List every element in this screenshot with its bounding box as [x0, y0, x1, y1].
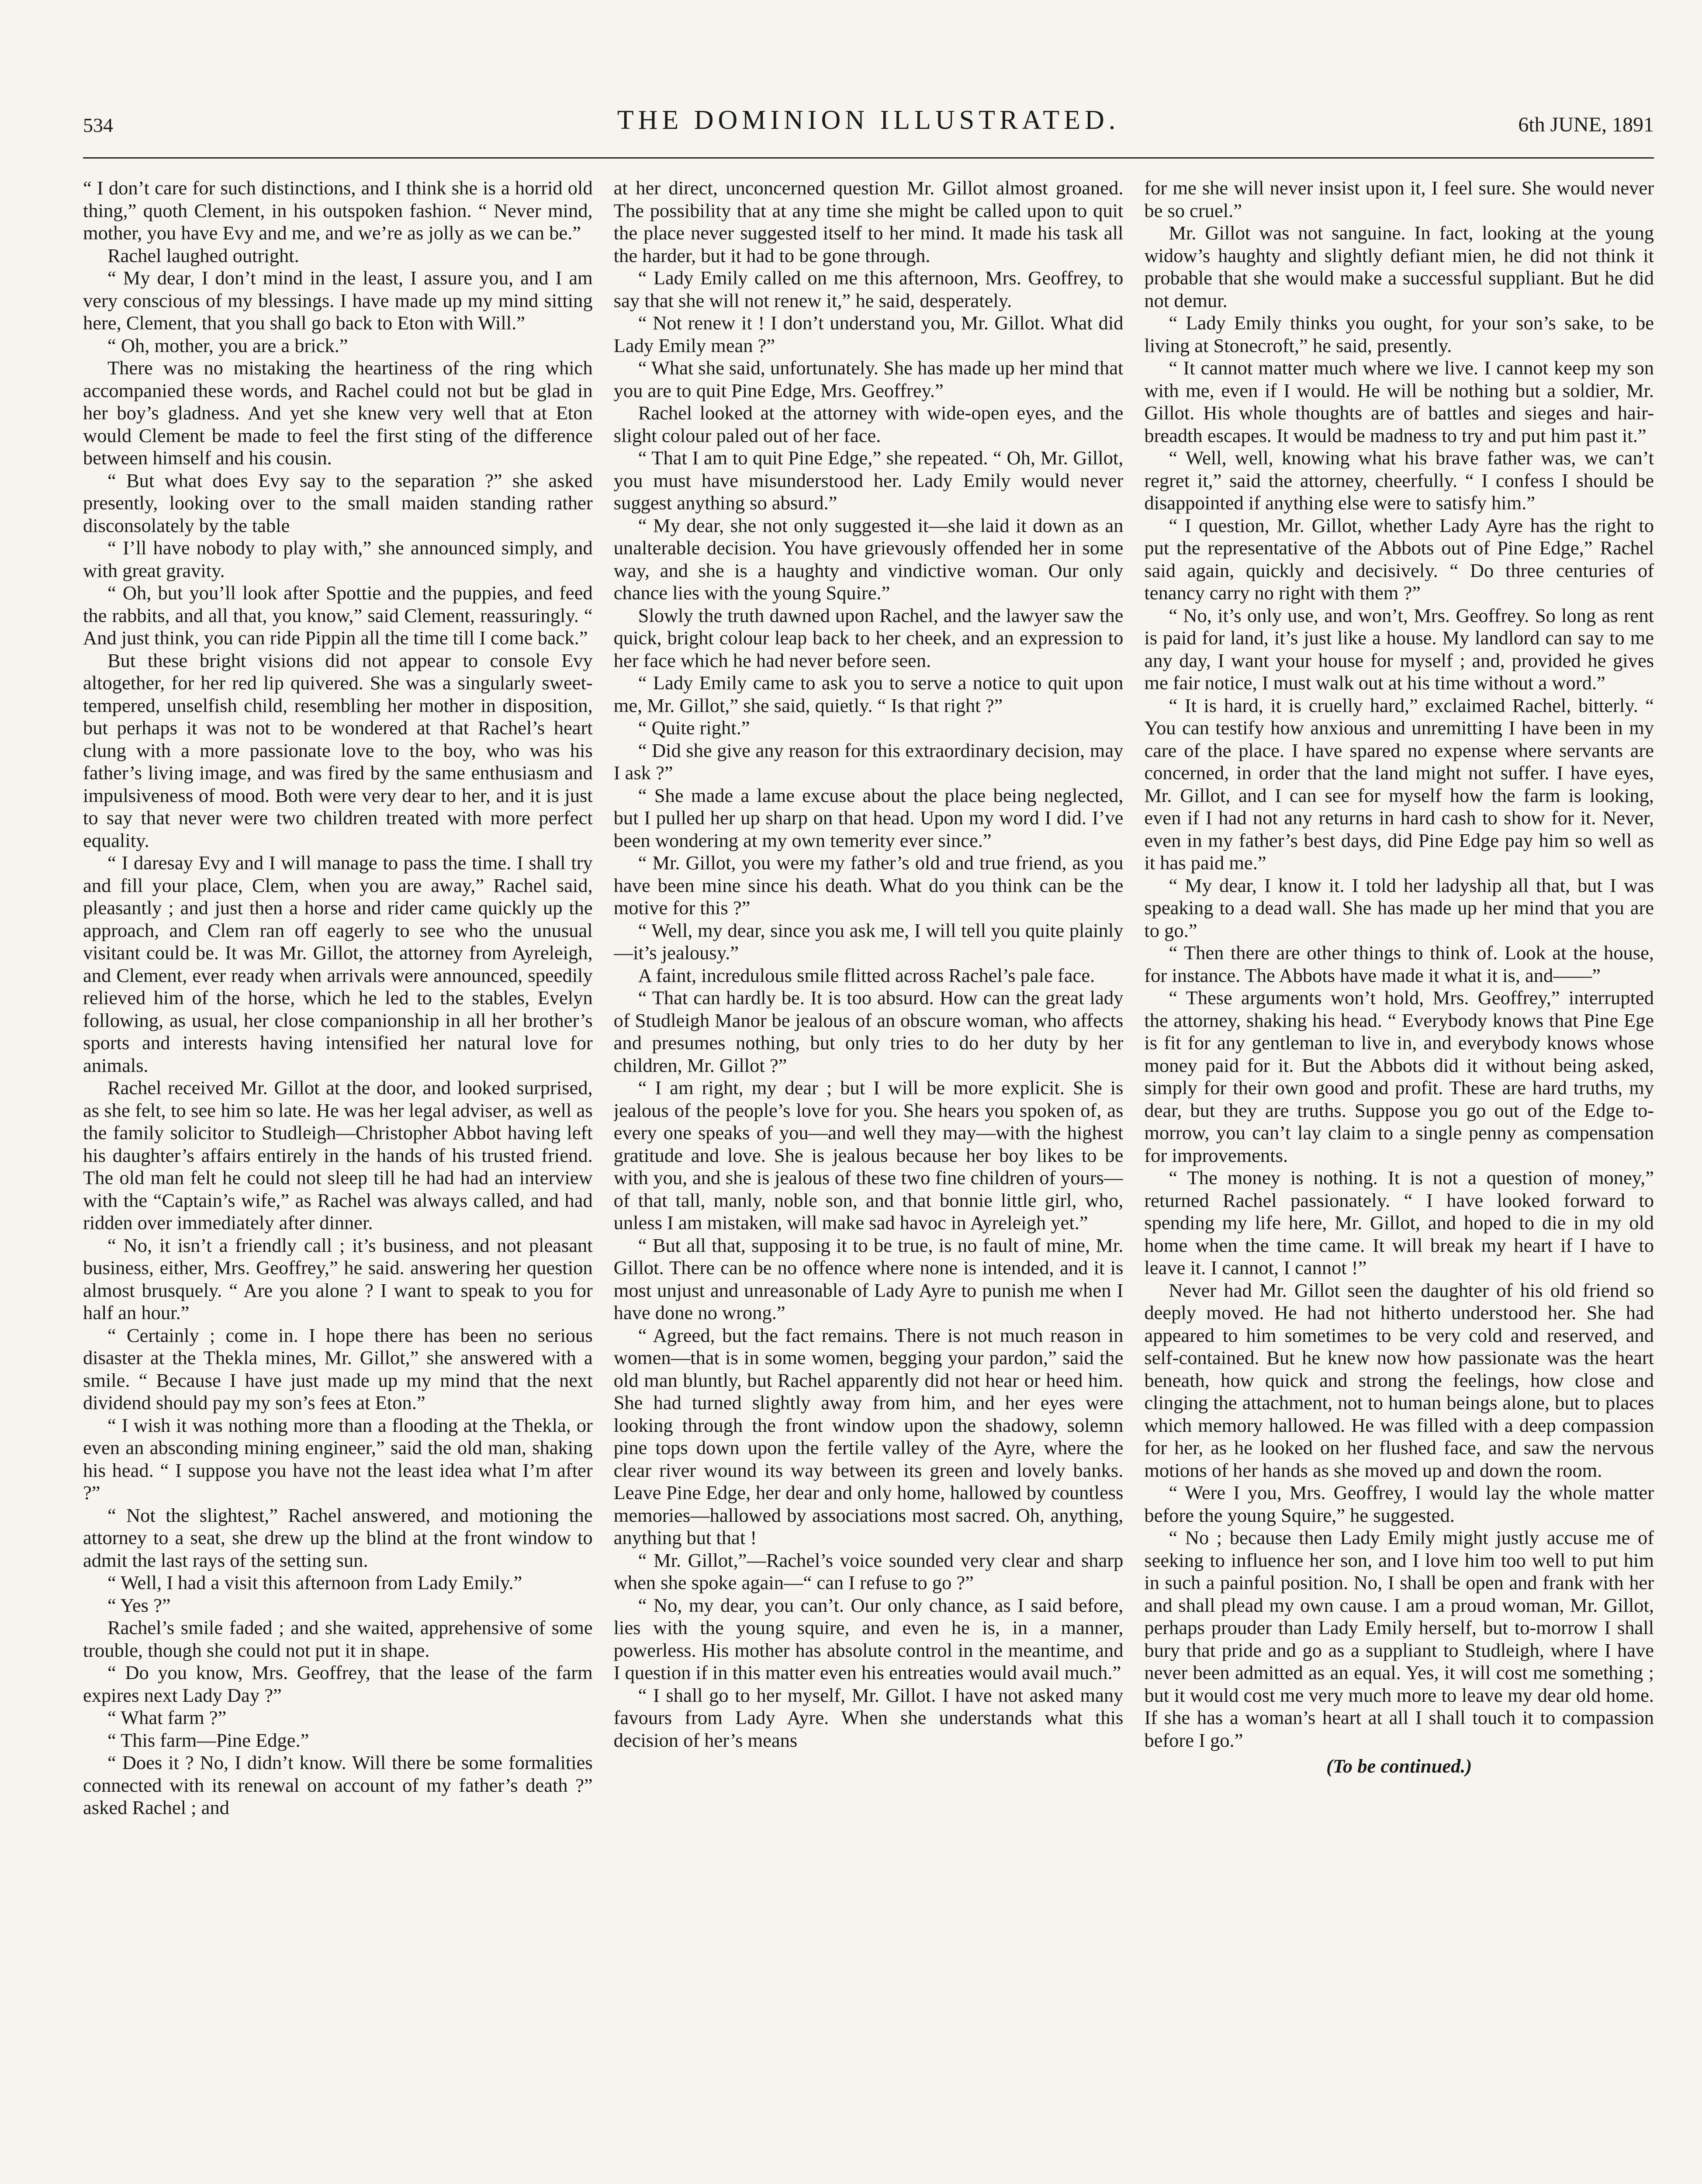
- masthead-title: THE DOMINION ILLUSTRATED.: [617, 105, 1120, 135]
- paragraph: “ Oh, mother, you are a brick.”: [107, 334, 348, 356]
- to-be-continued: (To be continued.): [1326, 1755, 1472, 1777]
- column-2: [614, 177, 1124, 2184]
- paragraph: “ Well, my dear, since you ask me, I will tell you quite plainly—it’s jealousy.”: [613, 919, 1124, 964]
- paragraph: Rachel’s smile faded ; and she waited, apprehensive of some trouble, though she could not put it in shape.: [83, 1617, 593, 1661]
- paragraph: “ Did she give any reason for this extraordinary decision, may I ask ?”: [613, 739, 1124, 784]
- paragraph: “ I’ll have nobody to play with,” she announced simply, and with great gravity.: [83, 537, 593, 581]
- paragraph: “ Not the slightest,” Rachel answered, and motioning the attorney to a seat, she drew up the blind at the front window to admit the last rays of the setting sun.: [83, 1504, 593, 1571]
- paragraph: “ Mr. Gillot,”—Rachel’s voice sounded very clear and sharp when she spoke again—“ can I refuse to go ?”: [613, 1549, 1124, 1593]
- paragraph: Slowly the truth dawned upon Rachel, and the lawyer saw the quick, bright colour leap back to her cheek, and an expression to her face which he had never before seen.: [613, 604, 1124, 671]
- paragraph: Mr. Gillot was not sanguine. In fact, looking at the young widow’s haughty and slightly defiant mien, he did not think it probable that she would make a successful suppliant. But he did not demur.: [1144, 222, 1654, 311]
- issue-date: 6th JUNE, 1891: [1518, 113, 1654, 136]
- paragraph: “ Lady Emily came to ask you to serve a notice to quit upon me, Mr. Gillot,” she said, quietly. “ Is that right ?”: [613, 672, 1124, 716]
- paragraph: A faint, incredulous smile flitted across Rachel’s pale face.: [638, 964, 1095, 986]
- paragraph: But these bright visions did not appear to console Evy altogether, for her red lip quivered. She was a singularly sweet-tempered, unselfish child, resembling her mother in disposition, but perhaps it was not to be wondered at that Rachel’s heart clung with a more passionate love to the boy, who was his father’s living image, and was fired by the same enthusiasm and impulsiveness of mood. Both were very dear to her, and it is just to say that never were two children treated with more perfect equality.: [83, 649, 593, 851]
- paragraph: “ Well, I had a visit this afternoon from Lady Emily.”: [107, 1572, 522, 1593]
- paragraph: “ I shall go to her myself, Mr. Gillot. I have not asked many favours from Lady Ayre. When she understands what this decision of her’s means: [613, 1684, 1124, 1751]
- paragraph: “ My dear, I know it. I told her ladyship all that, but I was speaking to a dead wall. She has made up her mind that you are to go.”: [1144, 874, 1654, 941]
- paragraph: “ It cannot matter much where we live. I cannot keep my son with me, even if I would. He will be nothing but a soldier, Mr. Gillot. His whole thoughts are of battles and sieges and hair-breadth escapes. It would be madness to try and put him past it.”: [1144, 357, 1654, 446]
- paragraph: “ I daresay Evy and I will manage to pass the time. I shall try and fill your place, Clem, when you are away,” Rachel said, pleasantly ; and just then a horse and rider came quickly up the approach, and Clem ran off eagerly to see who the unusual visitant could be. It was Mr. Gillot, the attorney from Ayreleigh, and Clement, ever ready when arrivals were announced, speedily relieved him of the horse, which he led to the stables, Evelyn following, as usual, her close companionship in all her brother’s sports and interests having intensified her natural love for animals.: [83, 852, 593, 1076]
- paragraph: “ I question, Mr. Gillot, whether Lady Ayre has the right to put the representative of the Abbots out of Pine Edge,” Rachel said again, quickly and decisively. “ Do three centuries of tenancy carry no right with them ?”: [1144, 514, 1654, 604]
- paragraph: “ Lady Emily thinks you ought, for your son’s sake, to be living at Stonecroft,” he said, presently.: [1144, 312, 1654, 356]
- paragraph: for me she will never insist upon it, I feel sure. She would never be so cruel.”: [1144, 177, 1654, 221]
- paragraph: “ It is hard, it is cruelly hard,” exclaimed Rachel, bitterly. “ You can testify how anxious and unremitting I have been in my care of the place. I have spared no expense where servants are concerned, in order that the land might not suffer. I have eyes, Mr. Gillot, and I can see for myself how the farm is looking, even if I had not any returns in hard cash to show for it. Never, even in my father’s best days, did Pine Edge pay him so well as it has paid me.”: [1144, 694, 1654, 874]
- paragraph: “ Were I you, Mrs. Geoffrey, I would lay the whole matter before the young Squire,” he suggested.: [1144, 1482, 1654, 1526]
- paragraph: “ Well, well, knowing what his brave father was, we can’t regret it,” said the attorney, cheerfully. “ I confess I should be disappointed if anything else were to satisfy him.”: [1144, 447, 1654, 514]
- paragraph: “ No, my dear, you can’t. Our only chance, as I said before, lies with the young squire, and even he is, in a manner, powerless. His mother has absolute control in the meantime, and I question if in this matter even his entreaties would avail much.”: [613, 1594, 1124, 1683]
- paragraph: at her direct, unconcerned question Mr. Gillot almost groaned. The possibility that at any time she might be called upon to quit the place never suggested itself to her mind. It made his task all the harder, but it had to be gone through.: [613, 177, 1124, 266]
- paragraph: “ Then there are other things to think of. Look at the house, for instance. The Abbots have made it what it is, and——”: [1144, 942, 1654, 986]
- paragraph: “ Lady Emily called on me this afternoon, Mrs. Geoffrey, to say that she will not renew it,” he said, desperately.: [613, 267, 1124, 311]
- paragraph: “ I wish it was nothing more than a flooding at the Thekla, or even an absconding mining engineer,” said the old man, shaking his head. “ I suppose you have not the least idea what I’m after ?”: [83, 1414, 593, 1503]
- paragraph: “ I don’t care for such distinctions, and I think she is a horrid old thing,” quoth Clement, in his outspoken fashion. “ Never mind, mother, you have Evy and me, and we’re as jolly as we can be.”: [83, 177, 593, 244]
- paragraph: “ But all that, supposing it to be true, is no fault of mine, Mr. Gillot. There can be no offence where none is intended, and it is most unjust and unreasonable of Lady Ayre to punish me when I have done no wrong.”: [613, 1234, 1124, 1324]
- paragraph: Rachel received Mr. Gillot at the door, and looked surprised, as she felt, to see him so late. He was her legal adviser, as well as the family solicitor to Studleigh—Christopher Abbot having left his daughter’s affairs entirely in the hands of his trusted friend. The old man felt he could not sleep till he had had an interview with the “Captain’s wife,” as Rachel was always called, and had ridden over immediately after dinner.: [83, 1077, 593, 1234]
- paragraph: “ What farm ?”: [107, 1707, 227, 1728]
- paragraph: “ No ; because then Lady Emily might justly accuse me of seeking to influence her son, and I love him too well to put him in such a painful position. No, I shall be open and frank with her and shall plead my own cause. I am a proud woman, Mr. Gillot, perhaps prouder than Lady Emily herself, but to-morrow I shall bury that pride and go as a suppliant to Studleigh, where I have never been admitted as an equal. Yes, it will cost me something ; but it would cost me very much more to leave my dear old home. If she has a woman’s heart at all I shall touch it to compassion before I go.”: [1144, 1527, 1654, 1751]
- paragraph: There was no mistaking the heartiness of the ring which accompanied these words, and Rachel could not but be glad in her boy’s gladness. And yet she knew very well that at Eton would Clement be made to feel the first sting of the difference between himself and his cousin.: [83, 357, 593, 469]
- paragraph: “ But what does Evy say to the separation ?” she asked presently, looking over to the small maiden standing rather disconsolately by the table: [83, 469, 593, 536]
- paragraph: “ She made a lame excuse about the place being neglected, but I pulled her up sharp on that head. Upon my word I did. I’ve been wondering at my own temerity ever since.”: [613, 784, 1124, 851]
- paragraph: Never had Mr. Gillot seen the daughter of his old friend so deeply moved. He had not hitherto understood her. She had appeared to him sometimes to be very cold and reserved, and self-contained. But he knew now how passionate was the heart beneath, how quick and strong the feelings, how close and clinging the attachment, not to human beings alone, but to places which memory hallowed. He was filled with a deep compassion for her, as he looked on her flushed face, and saw the nervous motions of her hands as she moved up and down the room.: [1144, 1279, 1654, 1481]
- paragraph: “ I am right, my dear ; but I will be more explicit. She is jealous of the people’s love for you. She hears you spoken of, as every one speaks of you—and well they may—with the highest gratitude and love. She is jealous because her boy likes to be with you, and she is jealous of these two fine children of yours—of that tall, manly, noble son, and that bonnie little girl, who, unless I am mistaken, will make sad havoc in Ayreleigh yet.”: [613, 1077, 1124, 1234]
- paragraph: “ Do you know, Mrs. Geoffrey, that the lease of the farm expires next Lady Day ?”: [83, 1662, 593, 1706]
- paragraph: “ Not renew it ! I don’t understand you, Mr. Gillot. What did Lady Emily mean ?”: [613, 312, 1124, 356]
- paragraph: “ Yes ?”: [107, 1594, 171, 1616]
- paragraph: Rachel laughed outright.: [107, 244, 299, 266]
- paragraph: “ Does it ? No, I didn’t know. Will there be some formalities connected with its renewal on account of my father’s death ?” asked Rachel ; and: [83, 1752, 593, 1818]
- paragraph: Rachel looked at the attorney with wide-open eyes, and the slight colour paled out of her face.: [613, 402, 1124, 446]
- page-header: [83, 105, 1654, 144]
- paragraph: “ No, it isn’t a friendly call ; it’s business, and not pleasant business, either, Mrs. Geoffrey,” he said. answering her question almost brusquely. “ Are you alone ? I want to speak to you for half an hour.”: [83, 1234, 593, 1324]
- paragraph: “ Quite right.”: [638, 717, 750, 739]
- paragraph: “ That can hardly be. It is too absurd. How can the great lady of Studleigh Manor be jealous of an obscure woman, who affects and presumes nothing, but only tries to do her duty by her children, Mr. Gillot ?”: [613, 987, 1124, 1076]
- paragraph: “ What she said, unfortunately. She has made up her mind that you are to quit Pine Edge, Mrs. Geoffrey.”: [613, 357, 1124, 401]
- page-number: 534: [83, 114, 113, 136]
- paragraph: “ Certainly ; come in. I hope there has been no serious disaster at the Thekla mines, Mr. Gillot,” she answered with a smile. “ Because I have just made up my mind that the next dividend should pay my son’s fees at Eton.”: [83, 1324, 593, 1413]
- column-1: [83, 177, 593, 2184]
- paragraph: “ Mr. Gillot, you were my father’s old and true friend, as you have been mine since his death. What do you think can be the motive for this ?”: [613, 852, 1124, 919]
- paragraph: “ Oh, but you’ll look after Spottie and the puppies, and feed the rabbits, and all that, you know,” said Clement, reassuringly. “ And just think, you can ride Pippin all the time till I come back.”: [83, 582, 593, 649]
- paragraph: “ This farm—Pine Edge.”: [107, 1729, 309, 1751]
- article-columns: [83, 177, 1654, 2184]
- paragraph: “ These arguments won’t hold, Mrs. Geoffrey,” interrupted the attorney, shaking his head. “ Everybody knows that Pine Ege is fit for any gentleman to live in, and everybody knows whose money paid for it. But the Abbots did it without being asked, simply for their own good and profit. These are hard truths, my dear, but they are truths. Suppose you go out of the Edge to-morrow, you can’t lay claim to a single penny as compensation for improvements.: [1144, 987, 1654, 1166]
- paragraph: “ My dear, she not only suggested it—she laid it down as an unalterable decision. You have grievously offended her in some way, and she is a haughty and vindictive woman. Our only chance lies with the young Squire.”: [613, 514, 1124, 604]
- paragraph: “ The money is nothing. It is not a question of money,” returned Rachel passionately. “ I have looked forward to spending my life here, Mr. Gillot, and hoped to die in my old home when the time came. It will break my heart if I have to leave it. I cannot, I cannot !”: [1144, 1167, 1654, 1279]
- paragraph: “ That I am to quit Pine Edge,” she repeated. “ Oh, Mr. Gillot, you must have misunderstood her. Lady Emily would never suggest anything so absurd.”: [613, 447, 1124, 514]
- header-rule: [83, 157, 1654, 159]
- paragraph: “ My dear, I don’t mind in the least, I assure you, and I am very conscious of my blessings. I have made up my mind sitting here, Clement, that you shall go back to Eton with Will.”: [83, 267, 593, 334]
- paragraph: “ Agreed, but the fact remains. There is not much reason in women—that is in some women, begging your pardon,” said the old man bluntly, but Rachel apparently did not hear or heed him. She had turned slightly away from him, and her eyes were looking through the front window upon the shadowy, solemn pine tops down upon the fertile valley of the Ayre, where the clear river wound its way between its green and lovely banks. Leave Pine Edge, her dear and only home, hallowed by countless memories—hallowed by associations most sacred. Oh, anything, anything but that !: [613, 1324, 1124, 1548]
- paragraph: “ No, it’s only use, and won’t, Mrs. Geoffrey. So long as rent is paid for land, it’s just like a house. My landlord can say to me any day, I want your house for myself ; and, provided he gives me fair notice, I must walk out at his time without a word.”: [1144, 604, 1654, 694]
- column-3: [1144, 177, 1654, 2184]
